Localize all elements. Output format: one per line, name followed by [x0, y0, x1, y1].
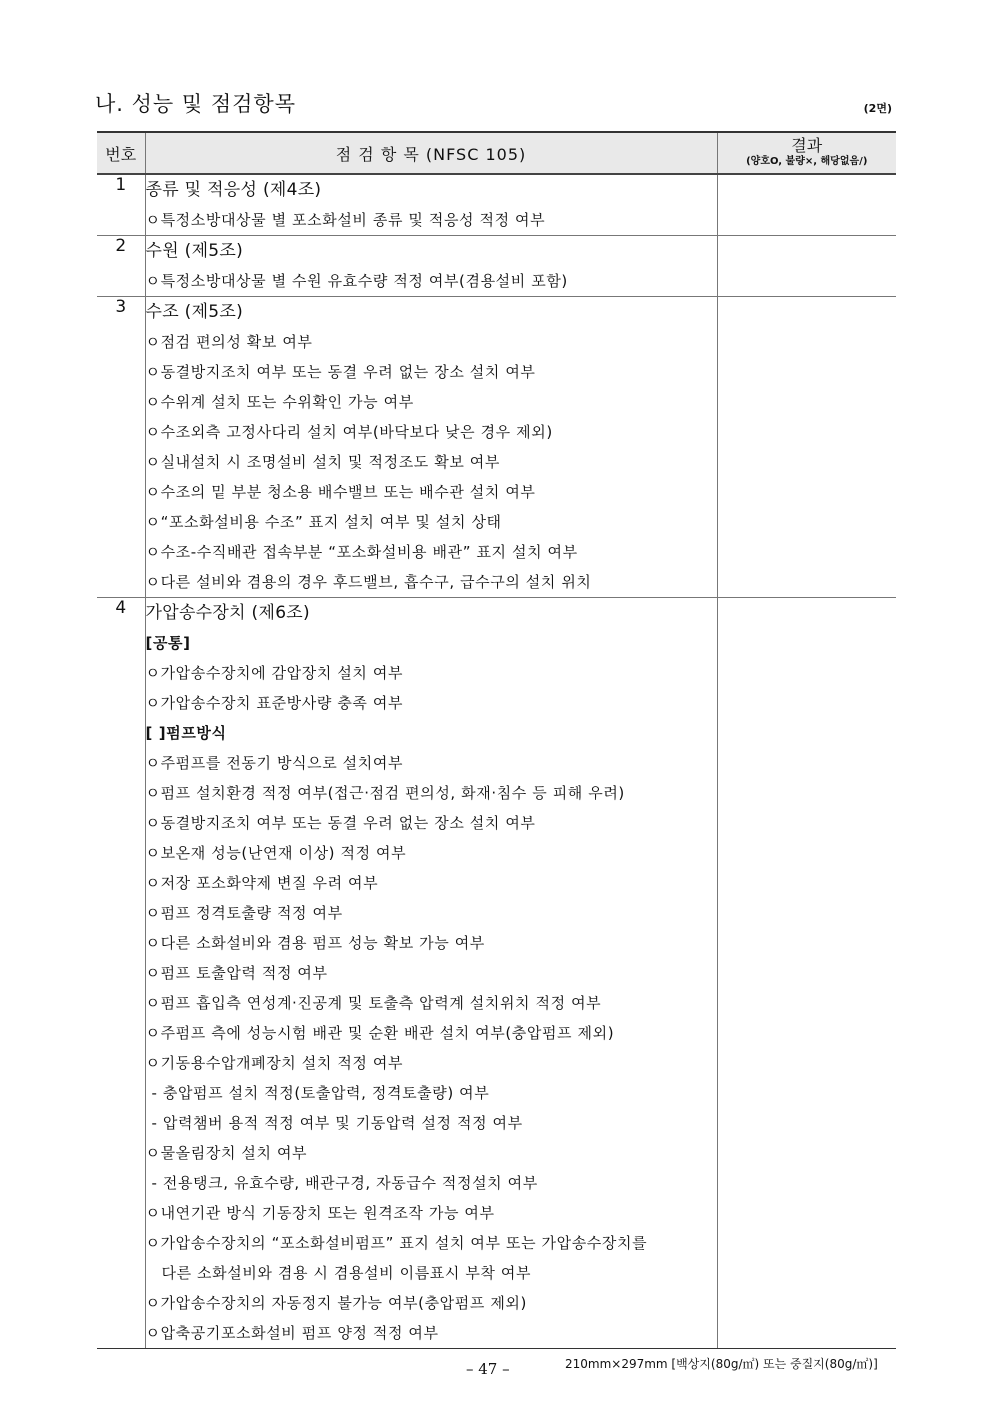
header-result-legend: (양호O, 불량×, 해당없음/) [746, 156, 868, 167]
check-item: ㅇ저장 포소화약제 변질 우려 여부 [145, 874, 379, 892]
check-item: ㅇ다른 설비와 겸용의 경우 후드밸브, 흡수구, 급수구의 설치 위치 [145, 573, 592, 591]
check-item: ㅇ가압송수장치에 감압장치 설치 여부 [145, 664, 404, 682]
table-row [97, 174, 896, 236]
check-item: ㅇ특정소방대상물 별 포소화설비 종류 및 적응성 적정 여부 [145, 211, 546, 229]
check-item: ㅇ실내설치 시 조명설비 설치 및 적정조도 확보 여부 [145, 453, 500, 471]
check-item: ㅇ동결방지조치 여부 또는 동결 우려 없는 장소 설치 여부 [145, 814, 536, 832]
check-item: ㅇ펌프 흡입측 연성계·진공계 및 토출측 압력계 설치위치 적정 여부 [145, 994, 602, 1012]
inspection-table [97, 131, 896, 1349]
check-item: - 충압펌프 설치 적정(토출압력, 정격토출량) 여부 [151, 1084, 490, 1102]
item-subheading: [ ]펌프방식 [145, 724, 227, 742]
row-number: 3 [97, 297, 145, 598]
check-item: ㅇ다른 소화설비와 겸용 펌프 성능 확보 가능 여부 [145, 934, 485, 952]
row-number: 4 [97, 598, 145, 1349]
check-item: ㅇ물올림장치 설치 여부 [145, 1144, 308, 1162]
check-item: ㅇ가압송수장치의 자동정지 불가능 여부(충압펌프 제외) [145, 1294, 527, 1312]
section-title: 나. 성능 및 점검항목 [95, 92, 296, 116]
check-item: ㅇ특정소방대상물 별 수원 유효수량 적정 여부(겸용설비 포함) [145, 272, 568, 290]
check-item: ㅇ내연기관 방식 기동장치 또는 원격조작 가능 여부 [145, 1204, 495, 1222]
result-cell[interactable] [717, 236, 896, 297]
check-item: ㅇ펌프 토출압력 적정 여부 [145, 964, 328, 982]
check-item: ㅇ주펌프를 전동기 방식으로 설치여부 [145, 754, 404, 772]
check-item: ㅇ수조의 밑 부분 청소용 배수밸브 또는 배수관 설치 여부 [145, 483, 536, 501]
header-result [717, 132, 896, 174]
check-item: ㅇ보온재 성능(난연재 이상) 적정 여부 [145, 844, 407, 862]
row-items [145, 236, 717, 297]
check-item: ㅇ수조외측 고정사다리 설치 여부(바닥보다 낮은 경우 제외) [145, 423, 553, 441]
check-item: ㅇ기동용수압개폐장치 설치 적정 여부 [145, 1054, 404, 1072]
page-code: (2면) [863, 102, 892, 115]
page-number: – 47 – [466, 1360, 510, 1378]
item-heading: 가압송수장치 (제6조) [145, 603, 310, 623]
check-item: ㅇ수위계 설치 또는 수위확인 가능 여부 [145, 393, 414, 411]
check-item: ㅇ점검 편의성 확보 여부 [145, 333, 313, 351]
item-heading: 수원 (제5조) [145, 241, 244, 261]
check-item: ㅇ동결방지조치 여부 또는 동결 우려 없는 장소 설치 여부 [145, 363, 536, 381]
check-item: ㅇ펌프 정격토출량 적정 여부 [145, 904, 343, 922]
row-items [145, 598, 717, 1349]
check-item: ㅇ가압송수장치의 “포소화설비펌프” 표지 설치 여부 또는 가압송수장치를 [145, 1234, 648, 1252]
result-cell[interactable] [717, 297, 896, 598]
table-row [97, 598, 896, 1349]
check-item: ㅇ주펌프 측에 성능시험 배관 및 순환 배관 설치 여부(충압펌프 제외) [145, 1024, 615, 1042]
check-item: 다른 소화설비와 겸용 시 겸용설비 이름표시 부착 여부 [161, 1264, 532, 1282]
check-item: - 압력챔버 용적 적정 여부 및 기동압력 설정 적정 여부 [151, 1114, 523, 1132]
header-number: 번호 [97, 132, 145, 174]
table-header-row [97, 132, 896, 174]
result-cell[interactable] [717, 174, 896, 236]
row-items [145, 174, 717, 236]
item-heading: 수조 (제5조) [145, 302, 244, 322]
table-row [97, 236, 896, 297]
paper-spec: 210mm×297mm [백상지(80g/㎡) 또는 중질지(80g/㎡)] [565, 1357, 878, 1371]
result-cell[interactable] [717, 598, 896, 1349]
check-item: ㅇ수조-수직배관 접속부분 “포소화설비용 배관” 표지 설치 여부 [145, 543, 578, 561]
check-item: ㅇ펌프 설치환경 적정 여부(접근·점검 편의성, 화재·침수 등 피해 우려) [145, 784, 625, 802]
check-item: ㅇ“포소화설비용 수조” 표지 설치 여부 및 설치 상태 [145, 513, 502, 531]
row-number: 2 [97, 236, 145, 297]
header-result-title: 결과 [791, 136, 823, 155]
check-item: ㅇ압축공기포소화설비 펌프 양정 적정 여부 [145, 1324, 439, 1342]
check-item: ㅇ가압송수장치 표준방사량 충족 여부 [145, 694, 404, 712]
header-item: 점 검 항 목 (NFSC 105) [145, 132, 717, 174]
row-number: 1 [97, 174, 145, 236]
table-row [97, 297, 896, 598]
item-heading: 종류 및 적응성 (제4조) [145, 180, 322, 200]
item-subheading: [공통] [145, 634, 191, 652]
check-item: - 전용탱크, 유효수량, 배관구경, 자동급수 적정설치 여부 [151, 1174, 538, 1192]
row-items [145, 297, 717, 598]
